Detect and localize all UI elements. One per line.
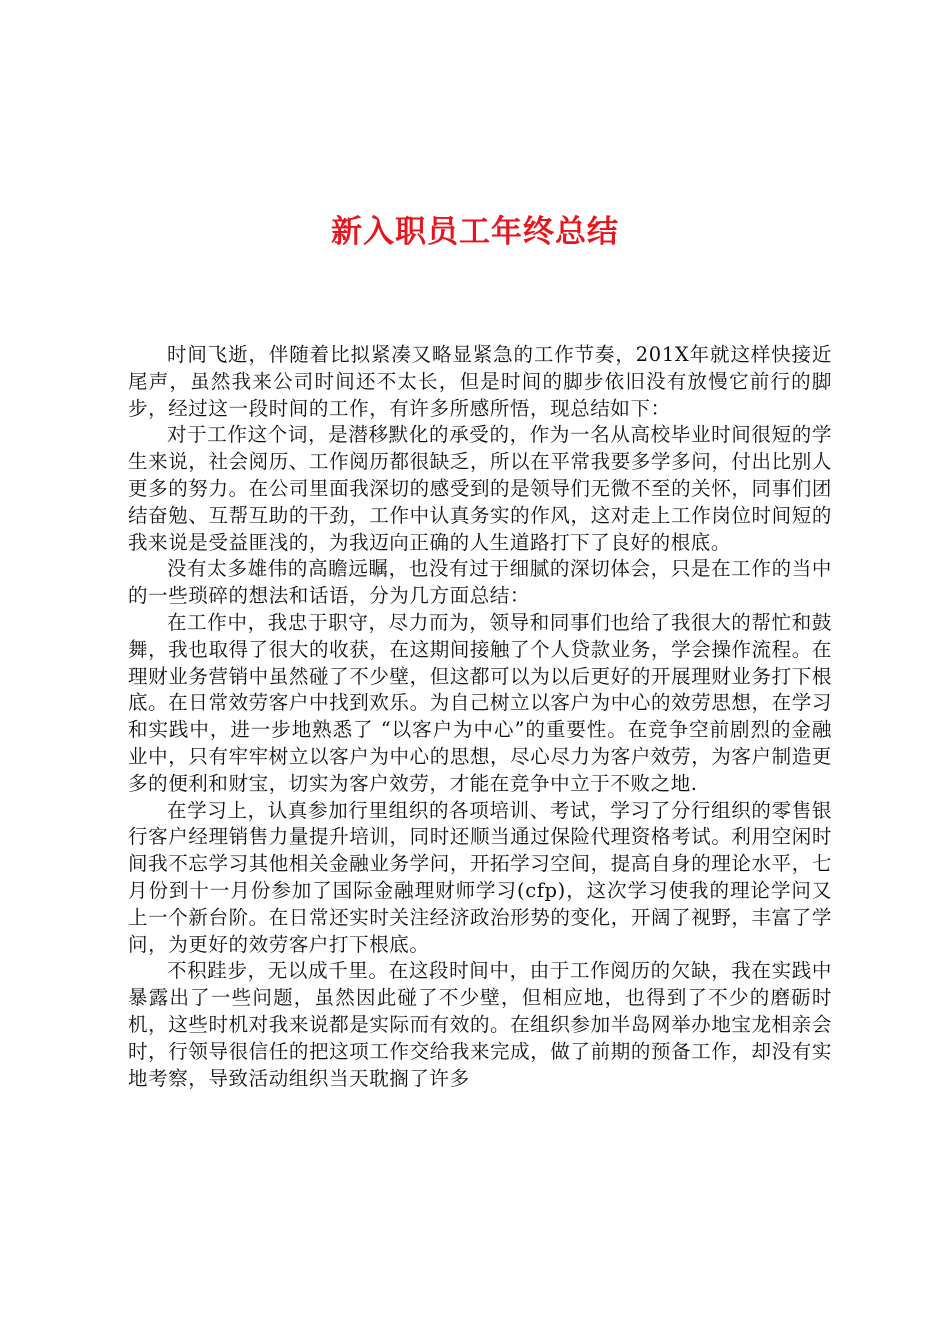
paragraph-work-attitude: 对于工作这个词，是潜移默化的承受的，作为一名从高校毕业时间很短的学生来说，社会阅历、工作阅历都很缺乏，所以在平常我要多学多问，付出比别人更多的努力。在公司里面我深切的感受到的是领导们无微不至的关怀，同事们团结奋勉、互帮互助的干劲，工作中认真务实的作风，这对走上工作岗位时间短的我来说是受益匪浅的，为我迈向正确的人生道路打下了良好的根底。 (128, 423, 832, 554)
paragraph-summary-lead: 没有太多雄伟的高瞻远瞩，也没有过于细腻的深切体会，只是在工作的当中的一些琐碎的想法和话语，分为几方面总结： (128, 557, 832, 608)
paragraph-lessons: 不积跬步，无以成千里。在这段时间中，由于工作阅历的欠缺，我在实践中暴露出了一些问题，虽然因此碰了不少壁，但相应地，也得到了不少的磨砺时机，这些时机对我来说都是实际而有效的。在组织参加半岛网举办地宝龙相亲会时，行领导很信任的把这项工作交给我来完成，做了前期的预备工作，却没有实地考察，导致活动组织当天耽搁了许多 (128, 959, 832, 1090)
document-title: 新入职员工年终总结 (331, 214, 619, 250)
paragraph-study: 在学习上，认真参加行里组织的各项培训、考试，学习了分行组织的零售银行客户经理销售力量提升培训，同时还顺当通过保险代理资格考试。利用空闲时间我不忘学习其他相关金融业务学问，开拓学习空间，提高自身的理论水平，七月份到十一月份参加了国际金融理财师学习(cfp)，这次学习使我的理论学问又上一个新台阶。在日常还实时关注经济政治形势的变化，开阔了视野，丰富了学问，为更好的效劳客户打下根底。 (128, 798, 832, 956)
paragraph-work: 在工作中，我忠于职守，尽力而为，领导和同事们也给了我很大的帮忙和鼓舞，我也取得了很大的收获，在这期间接触了个人贷款业务，学会操作流程。在理财业务营销中虽然碰了不少壁，但这都可以为以后更好的开展理财业务打下根底。在日常效劳客户中找到欢乐。为自己树立以客户为中心的效劳思想，在学习 和实践中，进一步地熟悉了 “以客户为中心”的重要性。在竞争空前剧烈的金融业中，只有牢牢树立以客户为中心的思想，尽心尽力为客户效劳，为客户制造更多的便利和财宝，切实为客户效劳，才能在竞争中立于不败之地. (128, 610, 832, 795)
document-body (128, 342, 832, 1092)
paragraph-intro: 时间飞逝，伴随着比拟紧凑又略显紧急的工作节奏，201X年就这样快接近尾声，虽然我来公司时间还不太长，但是时间的脚步依旧没有放慢它前行的脚步，经过这一段时间的工作，有许多所感所悟，现总结如下： (128, 343, 832, 420)
